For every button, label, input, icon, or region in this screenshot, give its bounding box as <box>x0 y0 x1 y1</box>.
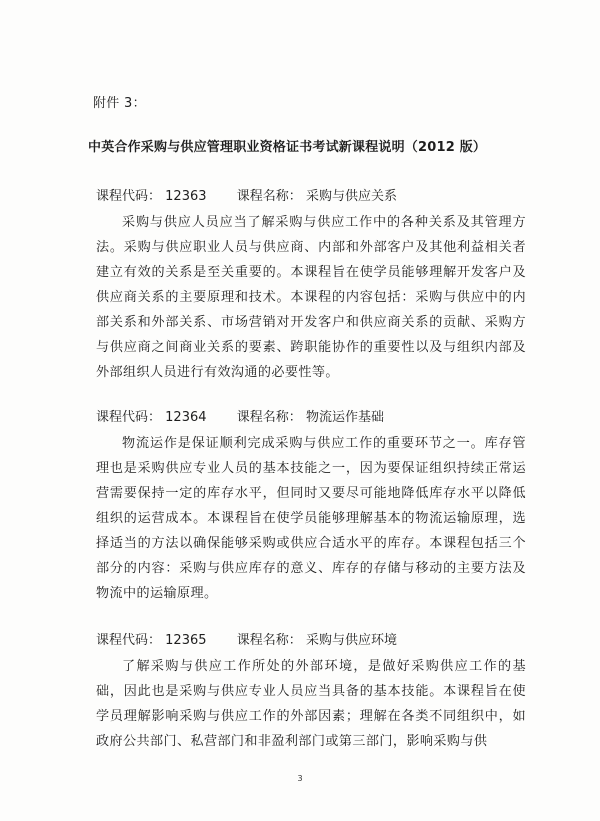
course-name-label: 课程名称： <box>236 633 302 648</box>
course-description: 物流运作是保证顺利完成采购与供应工作的重要环节之一。库存管理也是采购供应专业人员的基本技能之一，因为要保证组织持续正常运营需要保持一定的库存水平，但同时又要尽可能地降低库存水平以降低组织的运营成本。本课程旨在使学员能够理解基本的物流运输原理，选择适当的方法以确保能够采购或供应合适水平的库存。本课程包括三个部分的内容：采购与供应库存的意义、库存的存储与移动的主要方法及物流中的运输原理。 <box>96 436 526 601</box>
course-header <box>96 406 526 425</box>
course-header <box>96 185 526 204</box>
course-name: 采购与供应环境 <box>305 633 397 648</box>
course-name: 物流运作基础 <box>305 410 384 425</box>
course-header <box>96 629 526 648</box>
attachment-label: 附件 3： <box>93 96 146 111</box>
document-title: 中英合作采购与供应管理职业资格证书考试新课程说明（2012 版） <box>88 140 487 155</box>
course-code-label: 课程代码： <box>96 410 162 425</box>
course-code: 12365 <box>165 633 207 648</box>
course-description: 了解采购与供应工作所处的外部环境，是做好采购供应工作的基础，因此也是采购与供应专业人员应当具备的基本技能。本课程旨在使学员理解影响采购与供应工作的外部因素；理解在各类不同组织中，如政府公共部门、私营部门和非盈利部门或第三部门，影响采购与供 <box>96 659 526 749</box>
course-name-label: 课程名称： <box>236 189 302 204</box>
course-name-label: 课程名称： <box>236 410 302 425</box>
course-description: 采购与供应人员应当了解采购与供应工作中的各种关系及其管理方法。采购与供应职业人员与供应商、内部和外部客户及其他利益相关者建立有效的关系是至关重要的。本课程旨在使学员能够理解开发客户及供应商关系的主要原理和技术。本课程的内容包括：采购与供应中的内部关系和外部关系、市场营销对开发客户和供应商关系的贡献、采购方与供应商之间商业关系的要素、跨职能协作的重要性以及与组织内部及外部组织人员进行有效沟通的必要性等。 <box>96 215 526 380</box>
course-name: 采购与供应关系 <box>305 189 397 204</box>
page-number: 3 <box>297 774 303 783</box>
course-section <box>96 629 526 754</box>
course-section <box>96 406 526 606</box>
course-section <box>96 185 526 385</box>
course-code: 12363 <box>165 189 207 204</box>
course-code-label: 课程代码： <box>96 189 162 204</box>
course-code-label: 课程代码： <box>96 633 162 648</box>
course-code: 12364 <box>165 410 207 425</box>
